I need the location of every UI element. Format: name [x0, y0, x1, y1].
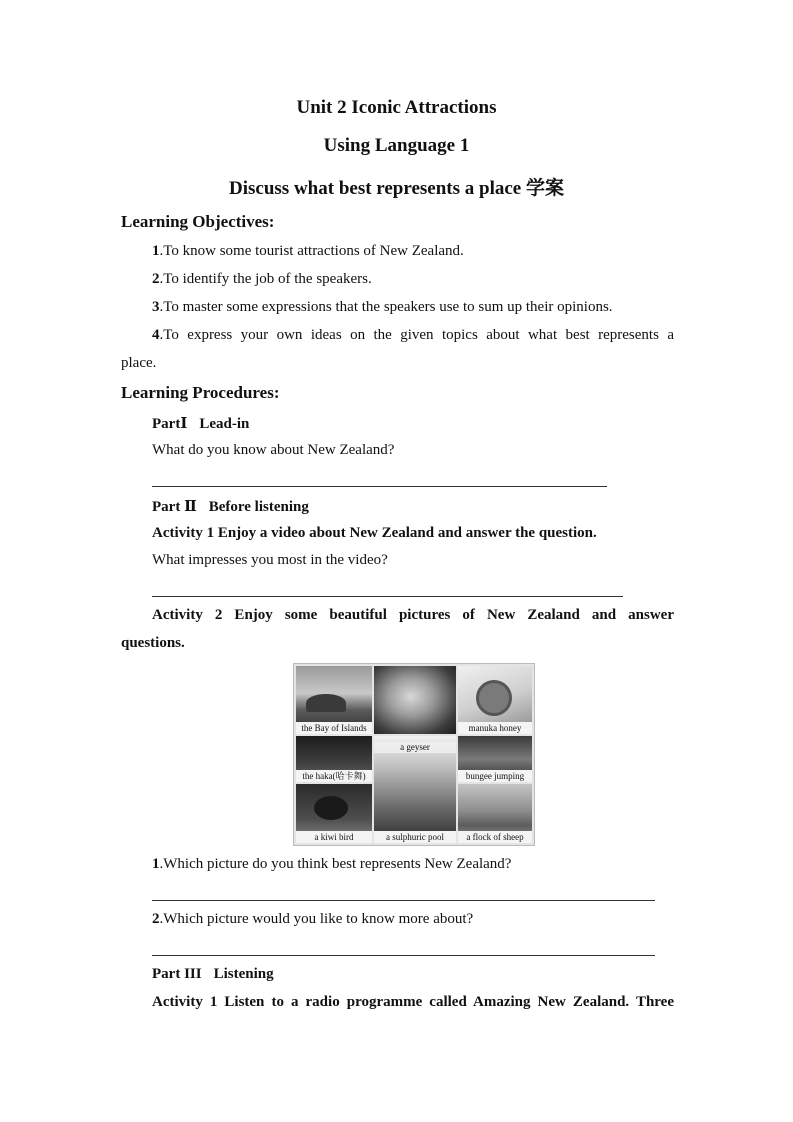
answer-line[interactable] [152, 596, 623, 597]
objective-text: .To express your own ideas on the given topics about what best represents a [159, 327, 674, 343]
objective-3 [152, 299, 613, 316]
page-subtitle: Using Language 1 [323, 135, 470, 156]
part2-label: Part Ⅱ [152, 499, 197, 515]
answer-line[interactable] [152, 486, 607, 487]
part1-title: Lead-in [199, 416, 250, 432]
question-number: 2 [152, 911, 160, 927]
caption: the Bay of Islands [296, 722, 372, 734]
bay-of-islands-photo [296, 666, 372, 734]
flock-of-sheep-photo [458, 784, 532, 843]
manuka-honey-photo [458, 666, 532, 734]
caption: the haka(哈卡舞) [296, 770, 372, 782]
objective-number: 3 [152, 299, 160, 315]
part2-activity2: Activity 2 Enjoy some beautiful pictures of New Zealand and answer [152, 607, 674, 623]
caption: bungee jumping [458, 770, 532, 782]
objective-4 [152, 327, 674, 344]
question-text: .Which picture do you think best represents New Zealand? [159, 856, 512, 872]
part2-activity1: Activity 1 Enjoy a video about New Zealand and answer the question. [152, 525, 597, 541]
part2-activity2-continuation: questions. [121, 635, 185, 651]
objective-number: 2 [152, 271, 160, 287]
page-title: Unit 2 Iconic Attractions [296, 97, 497, 118]
procedures-heading: Learning Procedures: [121, 383, 280, 402]
part2-activity1-question: What impresses you most in the video? [152, 552, 388, 568]
part2-title: Before listening [208, 499, 309, 515]
question-text: .Which picture would you like to know more about? [159, 911, 474, 927]
haka-photo [296, 736, 372, 782]
caption: a kiwi bird [296, 831, 372, 843]
part3-label: Part III [152, 966, 202, 982]
objectives-heading: Learning Objectives: [121, 212, 275, 231]
caption: a geyser [374, 742, 456, 753]
part3-title: Listening [213, 966, 274, 982]
part1-label: PartⅠ [152, 416, 188, 432]
part2-heading [152, 497, 309, 516]
objective-number: 4 [152, 327, 160, 343]
objective-4-continuation: place. [121, 355, 157, 371]
objective-text: .To master some expressions that the speakers use to sum up their opinions. [159, 299, 613, 315]
sulphuric-pool-photo [374, 736, 456, 843]
part1-question: What do you know about New Zealand? [152, 442, 395, 458]
objective-1 [152, 243, 464, 260]
answer-line[interactable] [152, 955, 655, 956]
objective-text: .To know some tourist attractions of New Zealand. [159, 243, 464, 259]
page-topic: Discuss what best represents a place 学案 [229, 178, 564, 199]
question-2 [152, 911, 473, 928]
objective-2 [152, 271, 372, 288]
new-zealand-photo-collage [293, 663, 535, 846]
objective-text: .To identify the job of the speakers. [159, 271, 372, 287]
question-number: 1 [152, 856, 160, 872]
objective-number: 1 [152, 243, 160, 259]
part1-heading [152, 414, 249, 433]
part3-heading [152, 966, 274, 983]
question-1 [152, 856, 511, 873]
part3-activity1: Activity 1 Listen to a radio programme called Amazing New Zealand. Three [152, 994, 674, 1010]
caption: a flock of sheep [458, 831, 532, 843]
answer-line[interactable] [152, 900, 655, 901]
caption: a sulphuric pool [374, 831, 456, 843]
bungee-jumping-photo [458, 736, 532, 782]
geyser-photo [374, 666, 456, 734]
kiwi-bird-photo [296, 784, 372, 843]
caption: manuka honey [458, 722, 532, 734]
